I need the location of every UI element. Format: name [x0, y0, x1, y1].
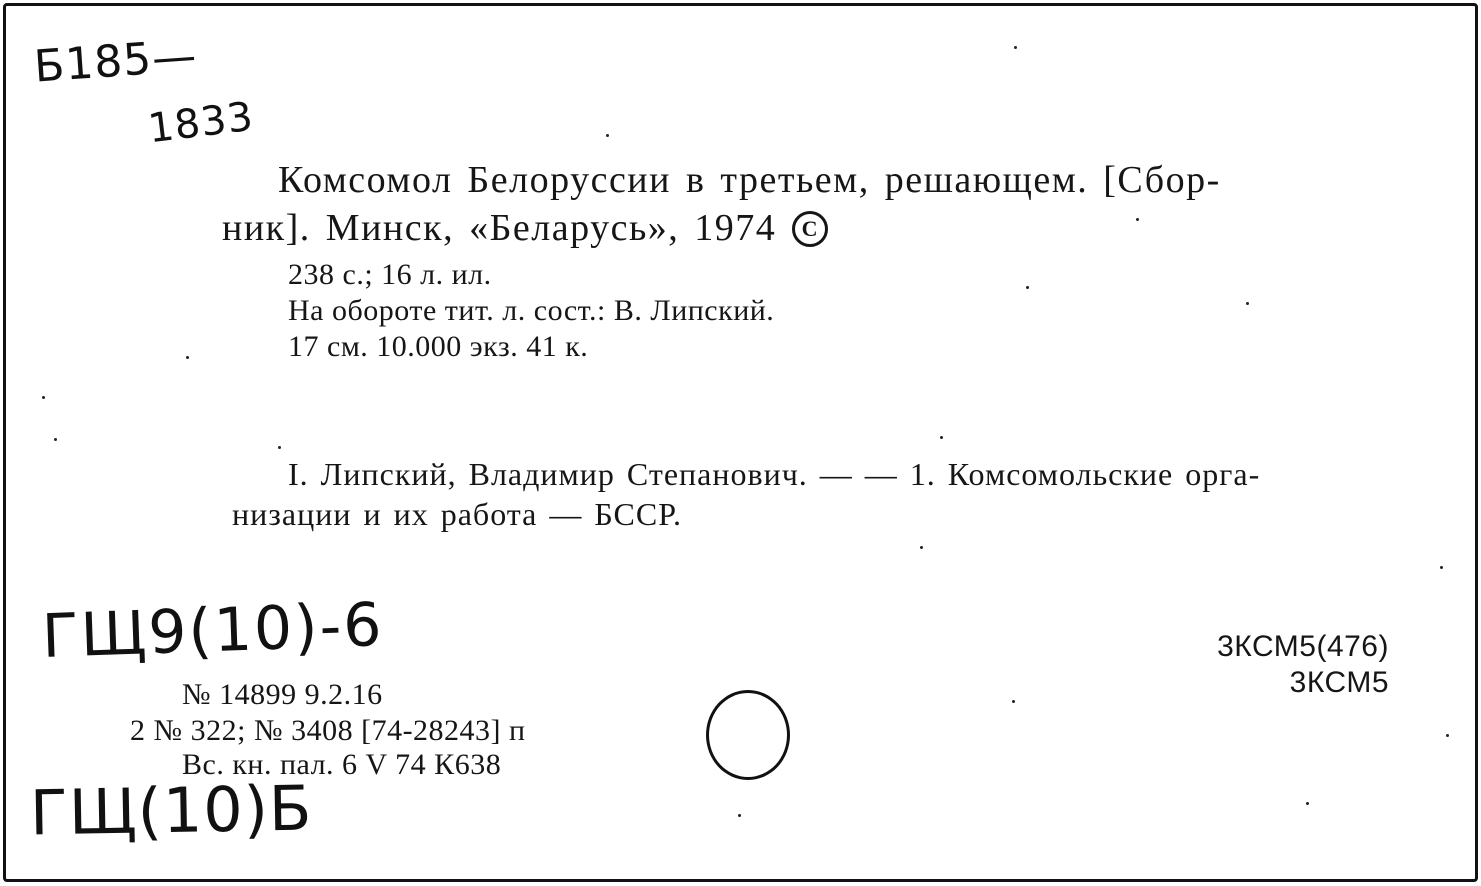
- title-line-2: [222, 206, 828, 250]
- scan-speck: [1012, 700, 1015, 703]
- scan-speck: [1446, 734, 1449, 737]
- copyright-icon: C: [792, 211, 828, 247]
- scan-speck: [1014, 46, 1017, 49]
- physical-description-size: 17 см. 10.000 экз. 41 к.: [288, 330, 589, 363]
- physical-description-compiler: На обороте тит. л. сост.: В. Липский.: [288, 294, 775, 327]
- scan-speck: [940, 436, 943, 439]
- handwritten-call-number: Б185—: [32, 30, 199, 93]
- handwritten-shelf-mark-1: ГЩ9(10)-6: [40, 590, 385, 672]
- scan-speck: [42, 396, 45, 399]
- punch-hole: [706, 690, 790, 780]
- scan-speck: [186, 356, 189, 359]
- scan-speck: [1026, 286, 1029, 289]
- handwritten-shelf-mark-2: ГЩ(10)Б: [29, 771, 314, 850]
- scan-speck: [54, 438, 57, 441]
- classification-index-2: 3КСМ5: [1289, 666, 1389, 699]
- catalog-card: [3, 3, 1478, 882]
- title-line-2-text: ник]. Минск, «Беларусь», 1974: [222, 207, 777, 249]
- tracing-line-1: I. Липский, Владимир Степанович. — — 1. Комсомольские орга-: [288, 456, 1261, 492]
- classification-index-1: 3КСМ5(476): [1217, 630, 1389, 663]
- card-number-line-2: 2 № 322; № 3408 [74-28243] п: [130, 714, 526, 747]
- tracing-line-2: низации и их работа — БССР.: [232, 496, 682, 532]
- scan-speck: [738, 814, 741, 817]
- title-line-1: Комсомол Белоруссии в третьем, решающем. [Сбор-: [278, 159, 1221, 201]
- handwritten-call-number-sub: 1833: [145, 93, 257, 153]
- scan-speck: [278, 446, 281, 449]
- card-number-line-1: № 14899 9.2.16: [182, 678, 383, 711]
- card-number-line-3: Вс. кн. пал. 6 V 74 К638: [182, 748, 502, 781]
- scan-speck: [1306, 802, 1309, 805]
- scan-speck: [606, 134, 609, 137]
- scan-speck: [1440, 566, 1443, 569]
- physical-description-pages: 238 с.; 16 л. ил.: [288, 258, 492, 291]
- scan-speck: [1246, 302, 1249, 305]
- scan-speck: [920, 546, 923, 549]
- scan-speck: [1136, 218, 1139, 221]
